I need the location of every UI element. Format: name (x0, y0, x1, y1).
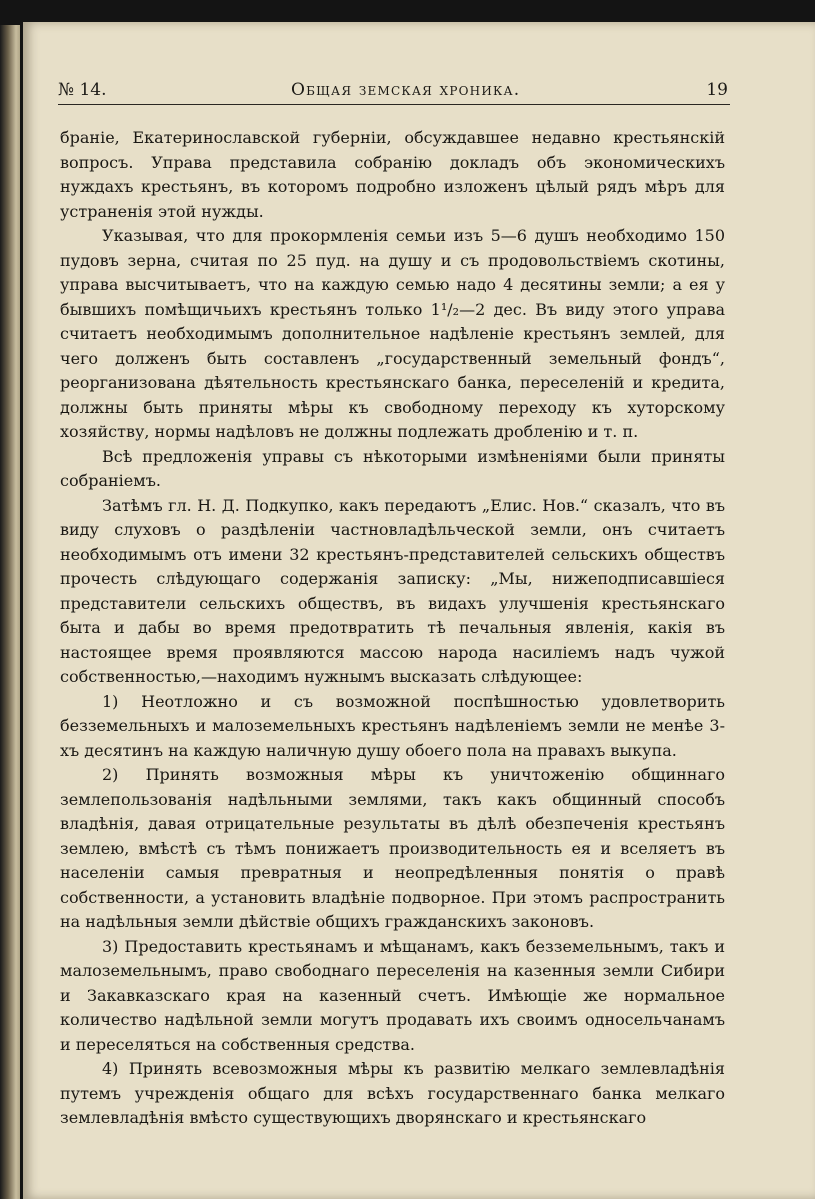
paragraph-7: 3) Предоставить крестьянамъ и мѣщанамъ, какъ безземельнымъ, такъ и малоземельнымъ, право свободнаго переселенія на казенныя земли Сибири и Закавказскаго края на казенный счетъ. Имѣющіе же нормальное количество надѣльной земли могутъ продавать ихъ своимъ односельчанамъ и переселяться на собственныя средства. (60, 936, 725, 1054)
paragraph-3: Всѣ предложенія управы съ нѣкоторыми измѣненіями были приняты собраніемъ. (60, 446, 725, 490)
issue-number: № 14. (58, 80, 107, 100)
header-rule (58, 104, 730, 105)
paragraph-2: Указывая, что для прокормленія семьи изъ 5—6 душъ необходимо 150 пудовъ зерна, считая по 25 пуд. на душу и съ продовольствіемъ скотины, управа высчитываетъ, что на каждую семью надо 4 десятины земли; а ея у бывшихъ помѣщичьихъ крестьянъ только 1¹/₂—2 дес. Въ виду этого управа считаетъ необходимымъ дополнительное надѣленіе крестьянъ землей, для чего долженъ быть составленъ „государственный земельный фондъ“, реорганизована дѣятельность крестьянскаго банка, переселеній и кредита, должны быть приняты мѣры къ свободному переходу къ хуторскому хозяйству, нормы надѣловъ не должны подлежать дробленію и т. п. (60, 226, 725, 441)
paragraph-4: Затѣмъ гл. Н. Д. Подкупко, какъ передаютъ „Елис. Нов.“ сказалъ, что въ виду слуховъ о раздѣленіи частновладѣльческой земли, онъ считаетъ необходимымъ отъ имени 32 крестьянъ-представителей сельскихъ обществъ прочесть слѣдующаго содержанія записку: „Мы, нижеподписавшіеся представители сельскихъ обществъ, въ видахъ улучшенія крестьянскаго быта и дабы во время предотвратить тѣ печальныя явленія, какія въ настоящее время проявляются массою народа насиліемъ надъ чужой собственностью,—находимъ нужнымъ высказать слѣдующее: (60, 495, 725, 686)
paragraph-8: 4) Принять всевозможныя мѣры къ развитію мелкаго землевладѣнія путемъ учрежденія общаго для всѣхъ государственнаго банка мелкаго землевладѣнія вмѣсто существующихъ дворянскаго и крестьянскаго (60, 1059, 725, 1127)
running-title: Общая земская хроника. (291, 80, 521, 100)
running-header (58, 80, 728, 110)
article-body (60, 126, 725, 1131)
page-number: 19 (706, 80, 728, 100)
book-spine-edge (0, 25, 20, 1199)
paragraph-1: браніе, Екатеринославской губерніи, обсуждавшее недавно крестьянскій вопросъ. Управа представила собранію докладъ объ экономическихъ нуждахъ крестьянъ, въ которомъ подробно изложенъ цѣлый рядъ мѣръ для устраненія этой нужды. (60, 128, 725, 221)
paragraph-5: 1) Неотложно и съ возможной поспѣшностью удовлетворить безземельныхъ и малоземельныхъ крестьянъ надѣленіемъ земли не менѣе 3-хъ десятинъ на каждую наличную душу обоего пола на правахъ выкупа. (60, 691, 725, 760)
paragraph-6: 2) Принять возможныя мѣры къ уничтоженію общиннаго землепользованія надѣльными землями, такъ какъ общинный способъ владѣнія, давая отрицательные результаты въ дѣлѣ обезпеченія крестьянъ землею, вмѣстѣ съ тѣмъ понижаетъ производительность ея и вселяетъ въ населеніи самыя превратныя и неопредѣленныя понятія о правѣ собственности, а установить владѣніе подворное. При этомъ распространить на надѣльныя земли дѣйствіе общихъ гражданскихъ законовъ. (60, 765, 725, 931)
